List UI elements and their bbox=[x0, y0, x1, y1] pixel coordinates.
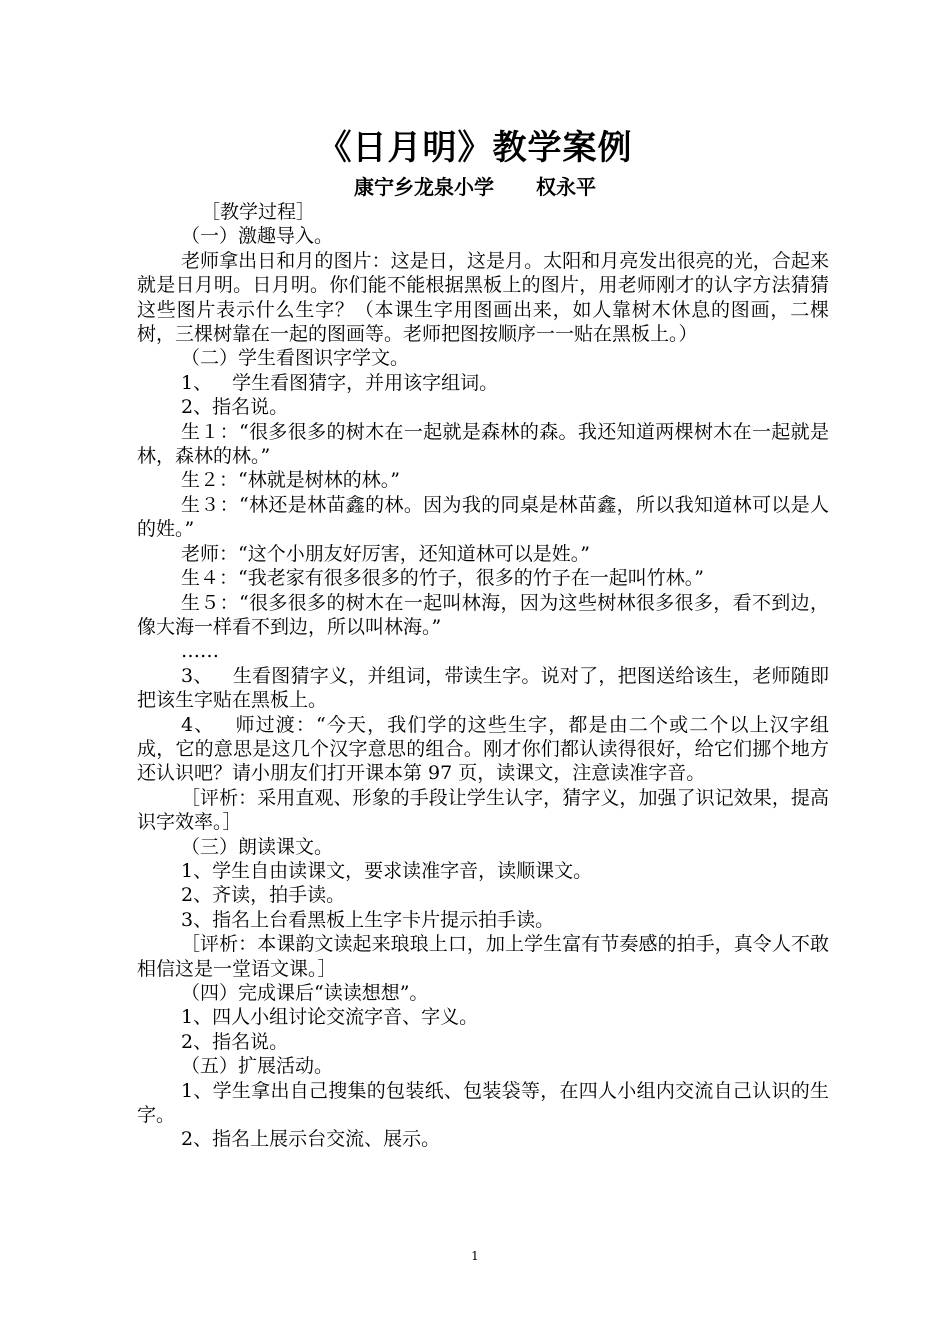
list-item-reading-2: 2、齐读，拍手读。 bbox=[181, 884, 346, 907]
document-title: 《日月明》教学案例 bbox=[317, 128, 633, 168]
list-text: 学生看图猜字，并用该字组词。 bbox=[232, 371, 499, 394]
list-item-3 bbox=[137, 664, 829, 713]
dialogue-student-2: 生２：“林就是树林的林。” bbox=[181, 469, 400, 492]
paragraph-intro: 老师拿出日和月的图片：这是日，这是月。太阳和月亮发出很亮的光，合起来就是日月明。日月明。你们能不能根据黑板上的图片，用老师刚才的认字方法猜猜这些图片表示什么生字？（本课生字用图画出来，如人靠树木休息的图画，二棵树，三棵树靠在一起的图画等。老师把图按顺序一一贴在黑板上。） bbox=[137, 249, 829, 346]
dialogue-student-3: 生３：“林还是林苗鑫的林。因为我的同桌是林苗鑫，所以我知道林可以是人的姓。” bbox=[137, 493, 829, 541]
section-heading-3: （三）朗读课文。 bbox=[181, 835, 334, 858]
page-number: 1 bbox=[471, 1249, 479, 1263]
list-item-extend-1: 1、学生拿出自己搜集的包装纸、包装袋等，在四人小组内交流自己认识的生字。 bbox=[137, 1079, 829, 1127]
section-label-teaching-process: ［教学过程］ bbox=[201, 201, 316, 223]
list-item-discuss-1: 1、四人小组讨论交流字音、字义。 bbox=[181, 1006, 479, 1029]
section-heading-1: （一）激趣导入。 bbox=[181, 225, 334, 248]
list-item-1 bbox=[137, 371, 829, 395]
list-text: 师过渡：“今天，我们学的这些生字，都是由二个或二个以上汉字组成，它的意思是这几个汉字意思的组合。刚才你们都认读得很好，给它们挪个地方还认识吧？请小朋友们打开课本第 97 页，读课文，注意读准字音。 bbox=[137, 713, 830, 785]
list-number: 4、 bbox=[181, 713, 215, 736]
list-number: 1、 bbox=[181, 371, 213, 394]
school-name: 康宁乡龙泉小学 bbox=[354, 175, 494, 199]
dialogue-student-4: 生４：“我老家有很多很多的竹子，很多的竹子在一起叫竹林。” bbox=[181, 567, 704, 590]
section-heading-5: （五）扩展活动。 bbox=[181, 1055, 334, 1078]
author-line bbox=[0, 173, 950, 201]
list-item-reading-3: 3、指名上台看黑板上生字卡片提示拍手读。 bbox=[181, 908, 555, 931]
list-item-extend-2: 2、指名上展示台交流、展示。 bbox=[181, 1128, 441, 1151]
dialogue-student-5: 生５：“很多很多的树木在一起叫林海，因为这些树林很多很多，看不到边，像大海一样看不到边，所以叫林海。” bbox=[137, 591, 829, 638]
list-text: 生看图猜字义，并组词，带读生字。说对了，把图送给该生，老师随即把该生字贴在黑板上。 bbox=[137, 664, 829, 712]
list-item-discuss-2: 2、指名说。 bbox=[181, 1030, 289, 1053]
commentary-1: ［评析：采用直观、形象的手段让学生认字，猜字义，加强了识记效果，提高识字效率。］ bbox=[137, 786, 829, 834]
ellipsis-line: …… bbox=[181, 640, 219, 663]
dialogue-student-1: 生１：“很多很多的树木在一起就是森林的森。我还知道两棵树木在一起就是林，森林的林。” bbox=[137, 420, 829, 468]
list-item-4 bbox=[137, 713, 829, 786]
section-heading-4: （四）完成课后“读读想想”。 bbox=[181, 982, 429, 1004]
author-name: 权永平 bbox=[536, 175, 596, 199]
list-number: 3、 bbox=[181, 664, 213, 687]
list-item-2: 2、指名说。 bbox=[181, 396, 289, 419]
section-heading-2: （二）学生看图识字学文。 bbox=[181, 347, 410, 370]
list-item-reading-1: 1、学生自由读课文，要求读准字音，读顺课文。 bbox=[181, 859, 593, 882]
document-body bbox=[137, 200, 829, 1152]
commentary-2: ［评析：本课韵文读起来琅琅上口，加上学生富有节奏感的拍手，真令人不敢相信这是一堂语文课。］ bbox=[137, 933, 829, 980]
dialogue-teacher: 老师：“这个小朋友好厉害，还知道林可以是姓。” bbox=[181, 542, 590, 565]
